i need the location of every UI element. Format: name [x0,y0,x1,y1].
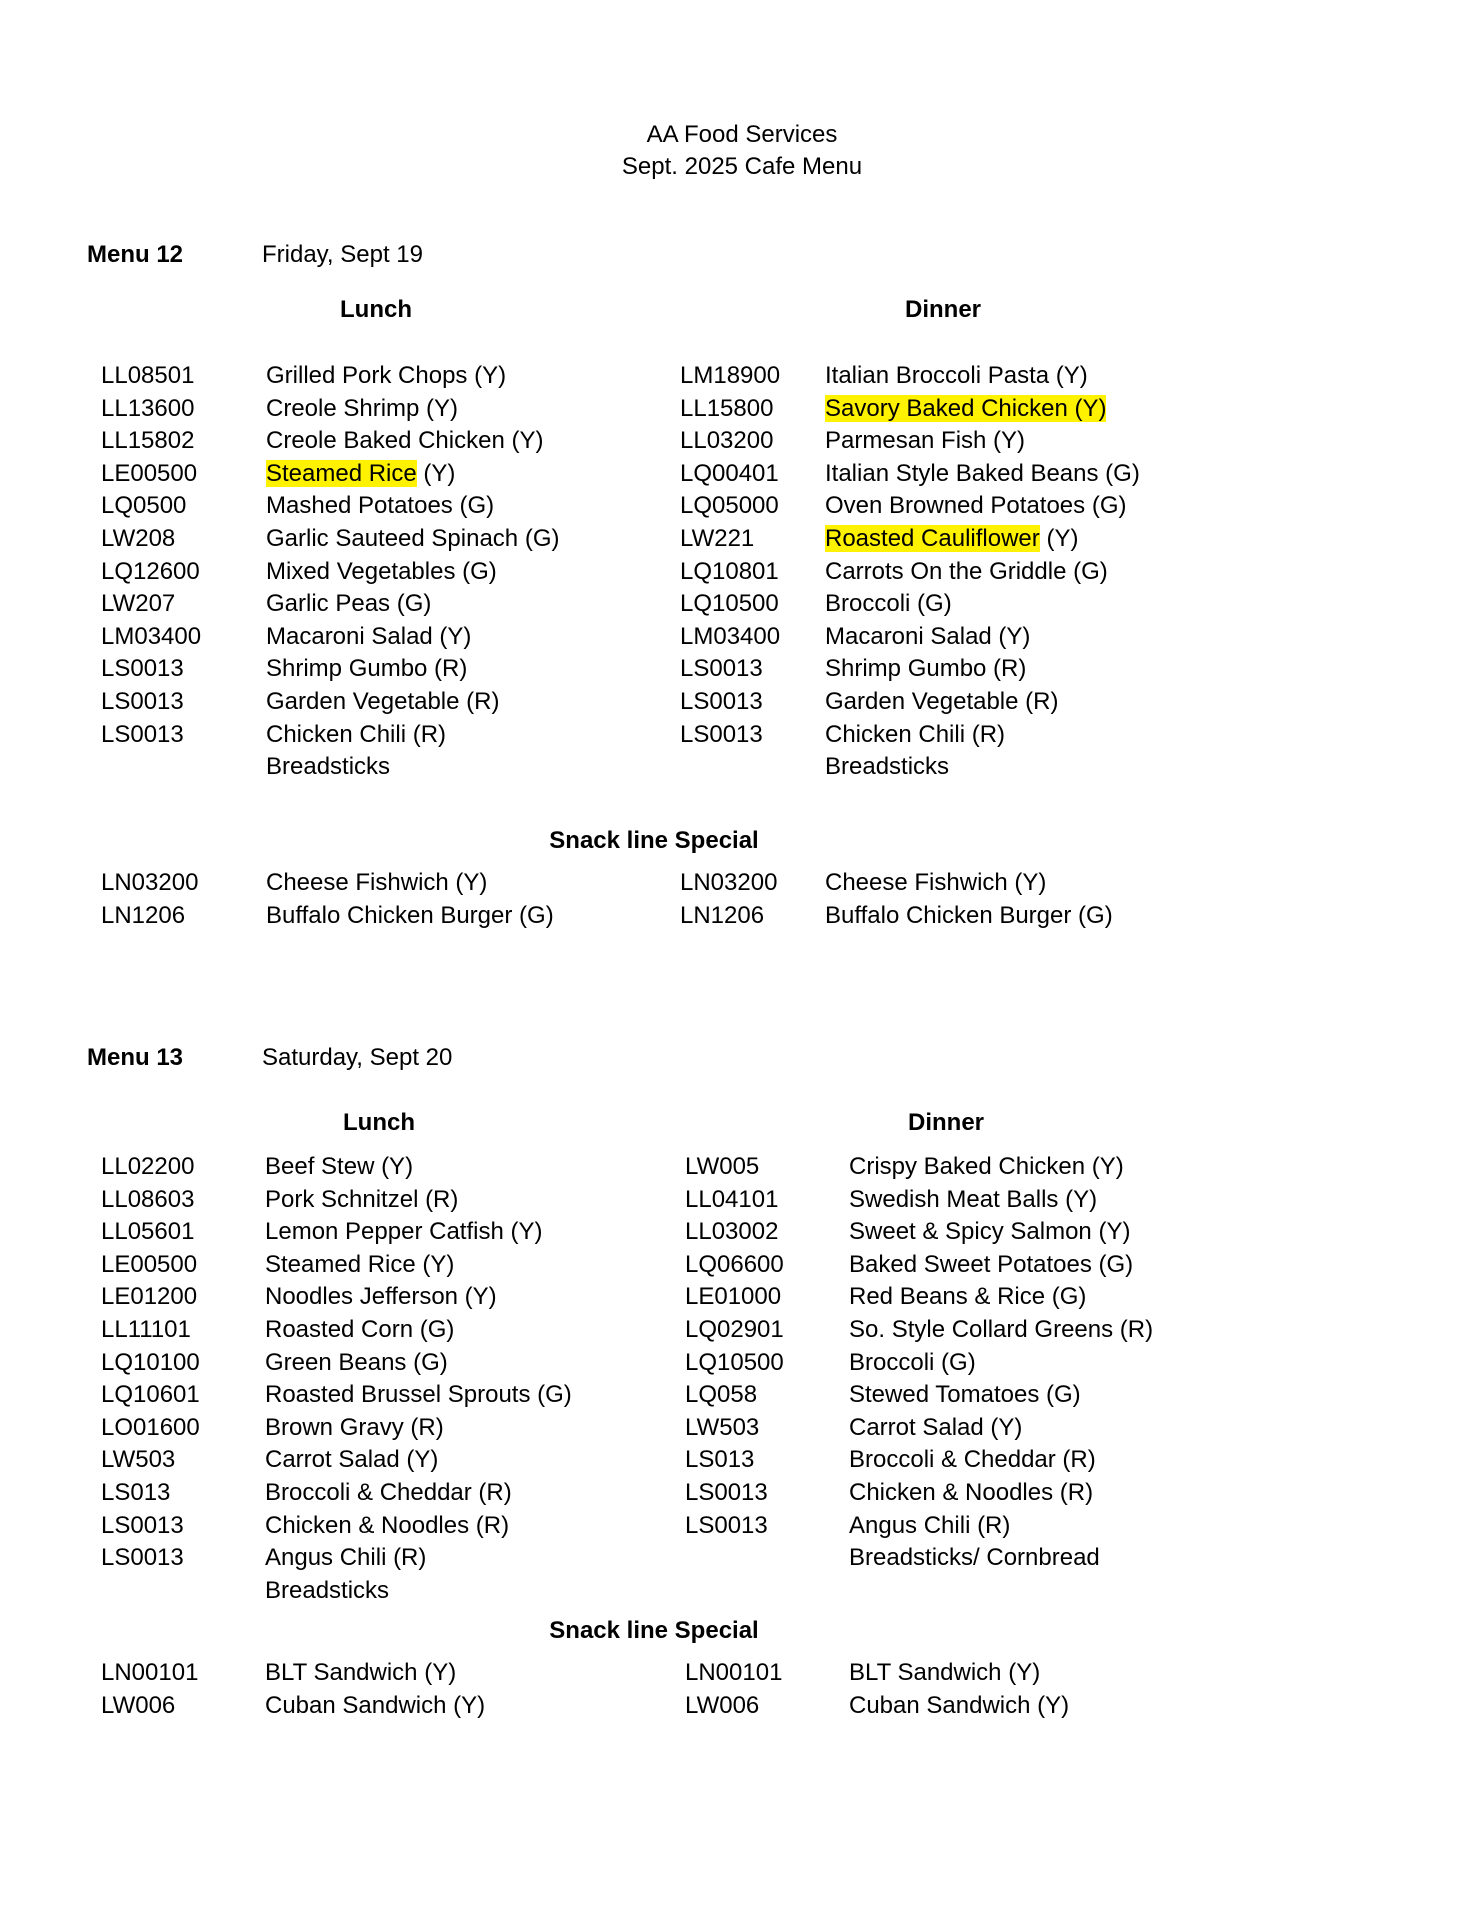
menu-item-name: BLT Sandwich (Y) [849,1659,1041,1686]
highlighted-item: Steamed Rice [266,460,417,487]
menu-item-code: LW005 [685,1153,760,1180]
menu-item-code: LL04101 [685,1186,779,1213]
menu-item-code: LL15802 [101,427,195,454]
highlighted-item: Savory Baked Chicken (Y) [825,395,1107,422]
menu-item-code: LW208 [101,525,176,552]
menu-item-code: LE00500 [101,1251,198,1278]
menu-item-name: Cuban Sandwich (Y) [849,1692,1070,1719]
dinner-heading: Dinner [907,1109,985,1136]
menu-item-code: LN1206 [680,902,765,929]
menu-item-name: Baked Sweet Potatoes (G) [849,1251,1134,1278]
menu-item-name: Carrot Salad (Y) [265,1446,439,1473]
menu-item-name: Chicken Chili (R) [266,721,447,748]
menu-item-code: LS0013 [101,1544,184,1571]
menu-item-code: LN1206 [101,902,186,929]
menu-item-name: Mashed Potatoes (G) [266,492,495,519]
menu-item-code: LM03400 [680,623,781,650]
menu-item-code: LQ12600 [101,558,200,585]
menu-item-name: Stewed Tomatoes (G) [849,1381,1081,1408]
menu-item-code: LM03400 [101,623,202,650]
menu-item-name: Broccoli (G) [825,590,952,617]
menu-item-name: Breadsticks [265,1577,390,1604]
menu-item-name: Oven Browned Potatoes (G) [825,492,1127,519]
menu-date: Saturday, Sept 20 [262,1044,453,1071]
menu-item-code: LE01000 [685,1283,782,1310]
menu-item-code: LS0013 [680,721,763,748]
menu-item-name: Italian Style Baked Beans (G) [825,460,1140,487]
menu-item-code: LL11101 [101,1316,191,1343]
menu-item-name [825,524,1078,554]
menu-item-name: Macaroni Salad (Y) [825,623,1031,650]
menu-item-code: LL03002 [685,1218,779,1245]
menu-item-name: Carrots On the Griddle (G) [825,558,1108,585]
menu-item-name: Mixed Vegetables (G) [266,558,497,585]
menu-item-code: LQ10500 [685,1349,784,1376]
menu-date: Friday, Sept 19 [262,241,423,268]
menu-item-name: Carrot Salad (Y) [849,1414,1023,1441]
menu-item-code: LQ058 [685,1381,758,1408]
menu-item-name: Buffalo Chicken Burger (G) [825,902,1113,929]
menu-item-code: LS013 [101,1479,171,1506]
menu-item-code: LQ10601 [101,1381,200,1408]
menu-item-name: So. Style Collard Greens (R) [849,1316,1154,1343]
menu-item-name: Garden Vegetable (R) [266,688,500,715]
menu-item-code: LN03200 [101,869,199,896]
menu-item-name: Garlic Peas (G) [266,590,432,617]
menu-item-code: LW503 [101,1446,176,1473]
snack-heading: Snack line Special [549,827,759,854]
menu-item-code: LS0013 [685,1512,768,1539]
menu-item-code: LS0013 [680,688,763,715]
menu-item-name [266,459,455,489]
menu-item-code: LO01600 [101,1414,200,1441]
menu-item-name: Macaroni Salad (Y) [266,623,472,650]
snack-heading: Snack line Special [549,1617,759,1644]
menu-item-name: Garden Vegetable (R) [825,688,1059,715]
menu-item-name: Cheese Fishwich (Y) [825,869,1047,896]
menu-item-name: Angus Chili (R) [849,1512,1011,1539]
menu-item-code: LQ05000 [680,492,779,519]
menu-item-name: Crispy Baked Chicken (Y) [849,1153,1124,1180]
menu-item-name: Chicken & Noodles (R) [849,1479,1094,1506]
menu-item-code: LL03200 [680,427,774,454]
menu-item-name: Angus Chili (R) [265,1544,427,1571]
menu-item-name: Garlic Sauteed Spinach (G) [266,525,560,552]
menu-item-code: LQ10801 [680,558,779,585]
menu-title: Sept. 2025 Cafe Menu [621,153,863,180]
menu-item-code: LE00500 [101,460,198,487]
menu-item-name: Steamed Rice (Y) [265,1251,455,1278]
lunch-heading: Lunch [340,296,412,323]
menu-item-name: Swedish Meat Balls (Y) [849,1186,1098,1213]
menu-item-code: LW207 [101,590,176,617]
menu-item-name: Creole Shrimp (Y) [266,395,459,422]
menu-item-code: LW221 [680,525,755,552]
menu-item-code: LL05601 [101,1218,195,1245]
item-suffix: (Y) [1039,525,1079,552]
menu-item-name: Broccoli & Cheddar (R) [849,1446,1096,1473]
menu-item-code: LQ10100 [101,1349,200,1376]
menu-item-code: LL08501 [101,362,195,389]
menu-item-code: LS0013 [101,655,184,682]
menu-item-name: Shrimp Gumbo (R) [825,655,1027,682]
menu-item-name: Chicken Chili (R) [825,721,1006,748]
menu-item-code: LM18900 [680,362,781,389]
menu-item-code: LN00101 [685,1659,783,1686]
menu-item-name: Roasted Corn (G) [265,1316,455,1343]
menu-label: Menu 12 [87,241,184,268]
dinner-heading: Dinner [904,296,982,323]
lunch-heading: Lunch [343,1109,415,1136]
menu-item-code: LS013 [685,1446,755,1473]
menu-item-name: Parmesan Fish (Y) [825,427,1026,454]
menu-item-name: Pork Schnitzel (R) [265,1186,459,1213]
menu-item-name: Italian Broccoli Pasta (Y) [825,362,1088,389]
menu-item-code: LS0013 [685,1479,768,1506]
menu-item-name: Red Beans & Rice (G) [849,1283,1087,1310]
menu-item-code: LQ10500 [680,590,779,617]
menu-item-code: LL02200 [101,1153,195,1180]
menu-item-code: LQ00401 [680,460,779,487]
menu-item-code: LS0013 [101,721,184,748]
menu-item-name: Noodles Jefferson (Y) [265,1283,497,1310]
menu-item-code: LS0013 [101,688,184,715]
menu-item-code: LL15800 [680,395,774,422]
menu-item-name: Brown Gravy (R) [265,1414,444,1441]
menu-item-name: Buffalo Chicken Burger (G) [266,902,554,929]
menu-item-name: Green Beans (G) [265,1349,448,1376]
menu-item-code: LQ06600 [685,1251,784,1278]
menu-item-name: Grilled Pork Chops (Y) [266,362,507,389]
menu-item-name: Cuban Sandwich (Y) [265,1692,486,1719]
menu-item-name: Beef Stew (Y) [265,1153,414,1180]
menu-item-name: Roasted Brussel Sprouts (G) [265,1381,572,1408]
menu-item-code: LW006 [101,1692,176,1719]
menu-item-code: LW503 [685,1414,760,1441]
menu-item-name: Creole Baked Chicken (Y) [266,427,544,454]
menu-item-name: BLT Sandwich (Y) [265,1659,457,1686]
menu-item-code: LQ02901 [685,1316,784,1343]
menu-item-name: Lemon Pepper Catfish (Y) [265,1218,543,1245]
org-name: AA Food Services [646,121,838,148]
menu-item-name: Breadsticks/ Cornbread [849,1544,1100,1571]
menu-item-name: Chicken & Noodles (R) [265,1512,510,1539]
menu-item-name: Broccoli & Cheddar (R) [265,1479,512,1506]
menu-item-code: LL08603 [101,1186,195,1213]
menu-item-name: Cheese Fishwich (Y) [266,869,488,896]
menu-item-code: LW006 [685,1692,760,1719]
menu-item-code: LL13600 [101,395,195,422]
menu-item-code: LS0013 [101,1512,184,1539]
menu-item-code: LE01200 [101,1283,198,1310]
menu-item-name: Sweet & Spicy Salmon (Y) [849,1218,1131,1245]
menu-item-name [825,394,1106,424]
menu-item-code: LQ0500 [101,492,187,519]
menu-item-name: Breadsticks [825,753,950,780]
menu-item-code: LN03200 [680,869,778,896]
menu-item-name: Broccoli (G) [849,1349,976,1376]
menu-label: Menu 13 [87,1044,184,1071]
menu-item-name: Shrimp Gumbo (R) [266,655,468,682]
highlighted-item: Roasted Cauliflower [825,525,1040,552]
menu-item-code: LS0013 [680,655,763,682]
menu-item-name: Breadsticks [266,753,391,780]
item-suffix: (Y) [416,460,456,487]
menu-item-code: LN00101 [101,1659,199,1686]
